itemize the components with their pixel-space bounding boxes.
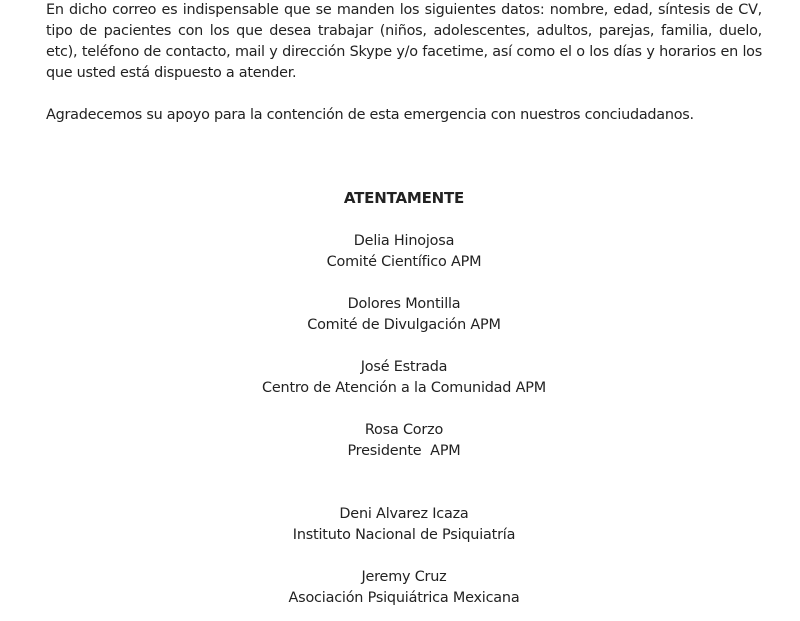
closing-heading: ATENTAMENTE [343, 189, 465, 207]
signatory-name: Delia Hinojosa [353, 233, 455, 249]
signatory-name: Dolores Montilla [347, 296, 461, 312]
signatory-name: Rosa Corzo [364, 422, 444, 438]
signature-block [0, 567, 800, 609]
signature-block [0, 294, 800, 336]
body-paragraph-instructions: En dicho correo es indispensable que se manden los siguientes datos: nombre, edad, síntesis de CV, tipo de pacientes con los que desea trabajar (niños, adolescentes, adultos, parejas, familia, duelo, etc), teléfono de contacto, mail y dirección Skype y/o facetime, así como el o los días y horarios en los que usted está dispuesto a atender. [46, 2, 762, 81]
signatory-name: Jeremy Cruz [361, 569, 447, 585]
signatory-role: Instituto Nacional de Psiquiatría [292, 527, 516, 543]
signatory-name: José Estrada [360, 359, 448, 375]
signatory-role: Centro de Atención a la Comunidad APM [262, 380, 546, 396]
signature-block [0, 357, 800, 399]
signatory-name: Deni Alvarez Icaza [339, 506, 469, 522]
body-paragraph-thanks: Agradecemos su apoyo para la contención de esta emergencia con nuestros conciudadanos. [46, 107, 694, 123]
signature-block [0, 231, 800, 273]
signatory-role: Asociación Psiquiátrica Mexicana [288, 590, 520, 606]
signature-block [0, 420, 800, 462]
signature-block [0, 504, 800, 546]
signatory-role: Comité de Divulgación APM [307, 317, 501, 333]
signatory-role: Presidente APM [347, 443, 461, 459]
signatory-role: Comité Científico APM [326, 254, 482, 270]
